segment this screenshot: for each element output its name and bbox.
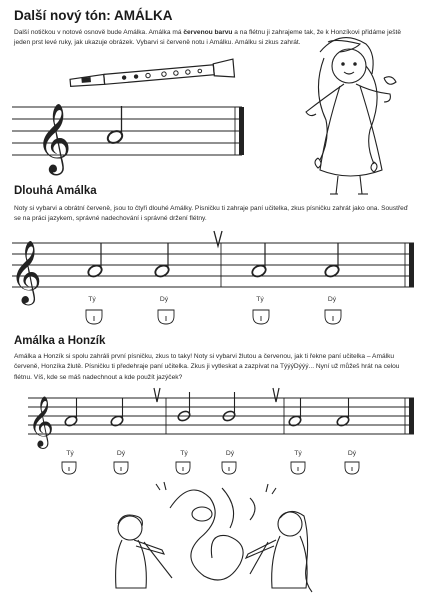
- section-amalka-honzik-title: Amálka a Honzík: [14, 335, 106, 347]
- intro-text: Další notičkou v notové osnově bude Amálka. Amálka má červenou barvu a na flétnu ji zahrajeme tak, že k Honzíkovi přidáme ještě jeden prst levé ruky, jak ukazuje obrázek. Vybarvi si červeně notu i Amálku. Amálku si zkus zahrát.: [14, 29, 402, 47]
- section-dlouha-amalka-title: Dlouhá Amálka: [14, 185, 97, 197]
- syllable: Dý: [347, 450, 357, 457]
- recorder-illustration: [64, 60, 244, 90]
- syllable: Dý: [159, 296, 169, 303]
- staff-intro: [12, 100, 248, 173]
- syllable: Dý: [327, 296, 337, 303]
- svg-text:𝄞: 𝄞: [28, 396, 55, 447]
- page-title: Další nový tón: AMÁLKA: [14, 8, 173, 23]
- syllable: Tý: [88, 296, 96, 303]
- section-dlouha-amalka-text: Noty si vybarvi a obrátní červeně, jsou to čtyři dlouhé Amálky. Písničku ti zahraje paní učitelka, zkus písničku zahrát jako ona. Soustřeď se na práci jazykem, správné nadechování i správné držení flétny.: [14, 205, 408, 223]
- musicians-illustration: [100, 478, 340, 598]
- syllable: Dý: [116, 450, 126, 457]
- syllable: Tý: [256, 296, 264, 303]
- svg-text:𝄞: 𝄞: [10, 240, 42, 303]
- staff-amalka-honzik: [28, 388, 418, 448]
- svg-text:𝄞: 𝄞: [36, 103, 72, 173]
- girl-illustration: [300, 30, 400, 200]
- syllable: Tý: [294, 450, 302, 457]
- syllable: Tý: [180, 450, 188, 457]
- syllable: Tý: [66, 450, 74, 457]
- syllable: Dý: [225, 450, 235, 457]
- tongue-icons-row-2: [0, 460, 423, 478]
- section-amalka-honzik-text: Amálka a Honzík si spolu zahráli první písničku, zkus to taky! Noty si vybarvi žlutou a červenou, jak ti řekne paní učitelka – Amálku červeně, Honzíka žlutě. Písničku ti předehraje paní učitelka. Zkus ji vytleskat a zazpívat na TýýýDýýý... Nyní už můžeš hrát na celou flétnu. Víš, kde se máš nadechnout a kde použít jazýček?: [14, 353, 400, 381]
- tongue-icons-row-1: [0, 308, 423, 328]
